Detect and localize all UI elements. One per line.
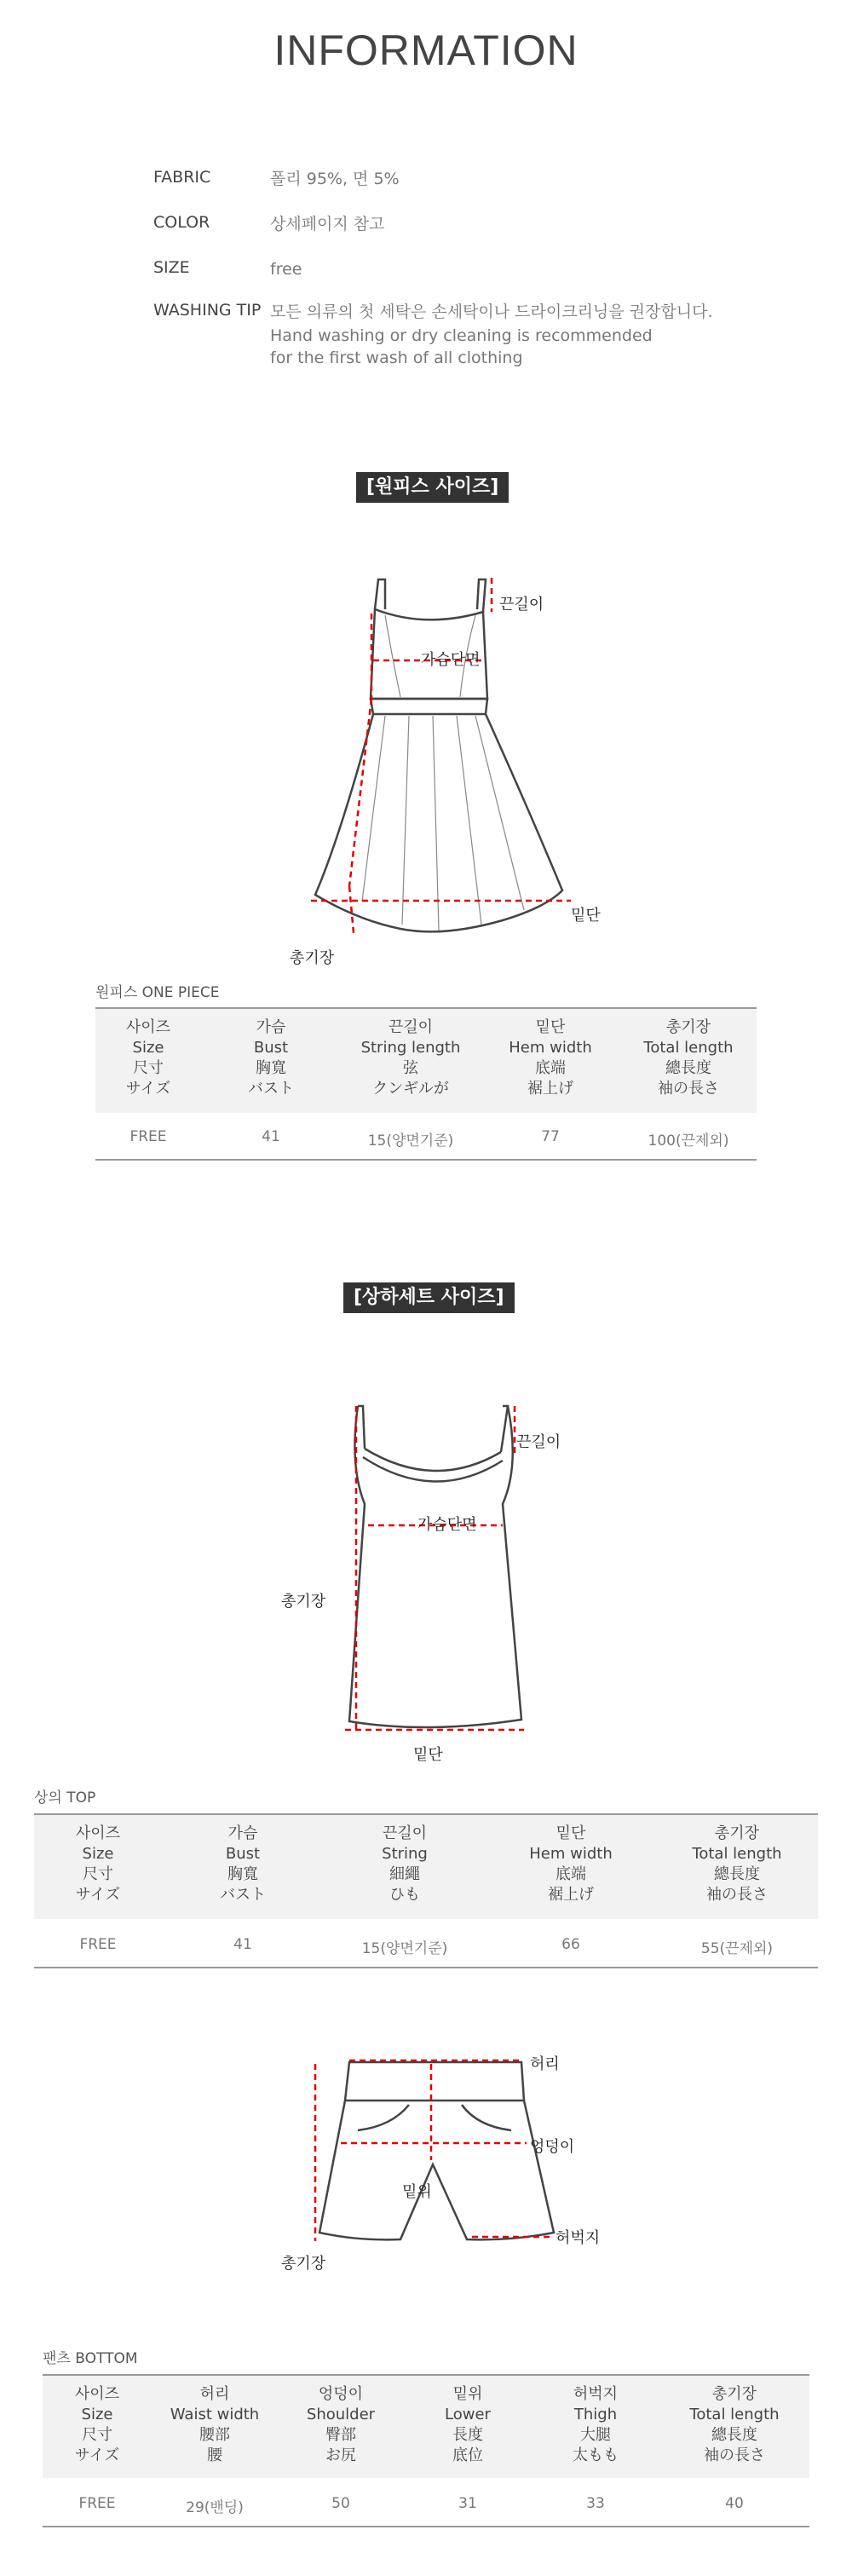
top-strap-label: 끈길이 <box>516 1433 561 1451</box>
top-val-hem: 66 <box>561 1936 580 1953</box>
top-col-strap: 끈길이 String 細繩 ひも <box>382 1824 428 1904</box>
dress-outline <box>315 579 562 931</box>
top-col-hem: 밑단 Hem width 底端 裾上げ <box>529 1824 613 1904</box>
information-title: INFORMATION <box>273 26 579 74</box>
onepiece-table-caption: 원피스 ONE PIECE <box>95 984 220 1001</box>
top-val-total: 55(끈제외) <box>700 1940 774 1957</box>
onepiece-val-bust: 41 <box>262 1128 280 1145</box>
onepiece-hem-label: 밑단 <box>571 907 601 925</box>
set-badge: [상하세트 사이즈] <box>343 1282 515 1313</box>
top-total-label: 총기장 <box>281 1593 326 1611</box>
bottom-col-thigh: 허벅지 Thigh 大腿 太もも <box>573 2385 619 2464</box>
bottom-col-total: 총기장 Total length 總長度 袖の長さ <box>689 2385 780 2464</box>
onepiece-size-table <box>95 1007 757 1161</box>
top-chest-label: 가슴단면 <box>417 1516 477 1534</box>
onepiece-col-bust: 가슴 Bust 胸寬 バスト <box>248 1018 294 1098</box>
top-val-size: FREE <box>79 1936 117 1953</box>
pants-waist-label: 허리 <box>530 2055 560 2073</box>
pants-measure-lines <box>315 2060 552 2241</box>
bottom-val-waist: 29(밴딩) <box>186 2499 244 2516</box>
top-val-bust: 41 <box>233 1936 252 1953</box>
onepiece-strap-label: 끈길이 <box>499 596 544 614</box>
bottom-val-total: 40 <box>725 2495 744 2512</box>
bottom-val-hip: 50 <box>331 2495 350 2512</box>
pants-total-label: 총기장 <box>281 2255 326 2273</box>
bottom-col-waist: 허리 Waist width 腰部 腰 <box>170 2385 260 2464</box>
onepiece-val-hem: 77 <box>541 1128 560 1145</box>
top-diagram <box>273 1389 596 1772</box>
onepiece-col-size: 사이즈 Size 尺寸 サイズ <box>125 1018 171 1098</box>
pants-outline <box>320 2062 554 2239</box>
onepiece-col-hem: 밑단 Hem width 底端 裾上げ <box>509 1018 592 1098</box>
pants-thigh-label: 허벅지 <box>556 2229 601 2247</box>
onepiece-diagram <box>290 562 601 971</box>
top-size-table <box>34 1813 818 1968</box>
washing-value-en-1: Hand washing or dry cleaning is recommended <box>270 326 653 345</box>
top-hem-label: 밑단 <box>413 1746 443 1764</box>
bottom-col-size: 사이즈 Size 尺寸 サイズ <box>74 2385 120 2464</box>
bottom-val-size: FREE <box>78 2495 116 2512</box>
washing-value-ko: 모든 의류의 첫 세탁은 손세탁이나 드라이크리닝을 권장합니다. <box>270 303 713 321</box>
bottom-diagram <box>281 2045 622 2292</box>
onepiece-measure-lines <box>311 578 571 933</box>
onepiece-chest-label: 가슴단면 <box>421 651 481 669</box>
fabric-value: 폴리 95%, 면 5% <box>270 170 400 188</box>
onepiece-col-strap: 끈길이 String length 弦 クンギルが <box>360 1018 461 1098</box>
color-label: COLOR <box>153 213 210 232</box>
bottom-col-hip: 엉덩이 Shoulder 臀部 お尻 <box>306 2385 376 2464</box>
onepiece-badge: [원피스 사이즈] <box>356 472 509 503</box>
bottom-val-thigh: 33 <box>586 2495 605 2512</box>
bottom-size-table <box>43 2374 809 2527</box>
bottom-col-rise: 밑위 Lower 長度 底位 <box>445 2385 491 2464</box>
top-col-total: 총기장 Total length 總長度 袖の長さ <box>692 1824 782 1904</box>
bottom-table-caption: 팬츠 BOTTOM <box>43 2350 138 2367</box>
size-value: free <box>270 260 302 279</box>
onepiece-val-strap: 15(양면기준) <box>367 1132 454 1150</box>
bottom-val-rise: 31 <box>458 2495 477 2512</box>
color-value: 상세페이지 참고 <box>270 215 385 233</box>
washing-value-en-2: for the first wash of all clothing <box>270 349 523 367</box>
fabric-label: FABRIC <box>153 168 211 187</box>
onepiece-val-total: 100(끈제외) <box>648 1132 729 1150</box>
onepiece-total-label: 총기장 <box>290 949 335 967</box>
pants-hip-label: 엉덩이 <box>530 2138 575 2156</box>
top-col-bust: 가슴 Bust 胸寬 バスト <box>220 1824 266 1904</box>
top-table-caption: 상의 TOP <box>34 1789 96 1807</box>
onepiece-col-total: 총기장 Total length 總長度 袖の長さ <box>643 1018 734 1098</box>
top-val-strap: 15(양면기준) <box>361 1940 448 1957</box>
size-label: SIZE <box>153 258 190 277</box>
top-col-size: 사이즈 Size 尺寸 サイズ <box>75 1824 121 1904</box>
pants-rise-label: 밑위 <box>402 2183 432 2201</box>
washing-label: WASHING TIP <box>153 301 262 320</box>
top-outline <box>349 1406 521 1727</box>
onepiece-val-size: FREE <box>130 1128 167 1145</box>
